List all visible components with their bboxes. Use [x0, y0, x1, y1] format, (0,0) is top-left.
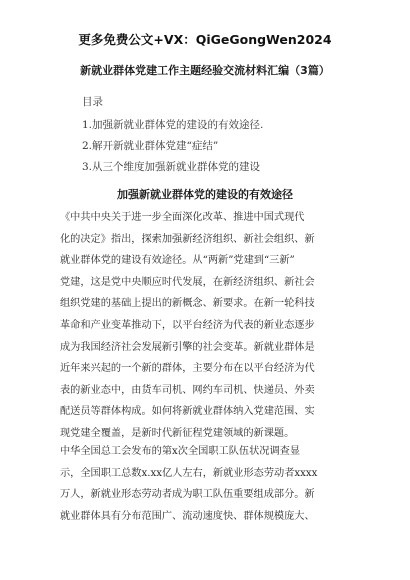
body-paragraph-1 [60, 207, 352, 445]
body-paragraph-2 [60, 441, 352, 527]
watermark-header: 更多免费公文+VX：QiGeGongWen2024 [78, 32, 332, 47]
paragraph-line: 就业群体具有分布范围广、流动速度快、群体规模庞大、 [60, 510, 315, 522]
paragraph-line: 配送员等群体构成。如何将新就业群体纳入党建范围、实 [60, 406, 315, 418]
paragraph-line: 表的新业态中，由货车司机、网约车司机、快递员、外卖 [60, 384, 315, 396]
toc-heading: 目录 [82, 96, 103, 108]
paragraph-line: 示，全国职工总数x.xx亿人左右，新就业形态劳动者xxxx [60, 467, 318, 479]
paragraph-line: 现党建全覆盖，是新时代新征程党建领域的新课题。 [60, 427, 295, 439]
toc-item-2[interactable]: 2.解开新就业群体党建“症结” [82, 140, 219, 152]
paragraph-line: 近年来兴起的一个新的群体，主要分布在以平台经济为代 [60, 363, 315, 375]
paragraph-line: 就业群体党的建设有效途径。从“两新”党建到“三新” [60, 255, 295, 267]
toc-item-1[interactable]: 1.加强新就业群体党的建设的有效途径. [82, 119, 264, 131]
paragraph-line: 组织党建的基础上提出的新概念、新要求。在新一轮科技 [60, 298, 315, 310]
paragraph-line: 党建，这是党中央顺应时代发展，在新经济组织、新社会 [60, 276, 315, 288]
section-title: 加强新就业群体党的建设的有效途径 [117, 188, 293, 201]
paragraph-line: 中华全国总工会发布的第x次全国职工队伍状况调查显 [60, 446, 301, 457]
paragraph-line: 万人，新就业形态劳动者成为职工队伍重要组成部分。新 [60, 489, 315, 501]
table-of-contents [82, 115, 263, 178]
paragraph-line: 《中共中央关于进一步全面深化改革、推进中国式现代 [60, 212, 305, 223]
toc-item-3[interactable]: 3.从三个维度加强新就业群体党的建设 [82, 161, 261, 173]
document-title: 新就业群体党建工作主题经验交流材料汇编（3篇） [80, 64, 330, 77]
paragraph-line: 革命和产业变革推动下，以平台经济为代表的新业态逐步 [60, 319, 315, 331]
paragraph-line: 成为我国经济社会发展新引擎的社会变革。新就业群体是 [60, 341, 315, 353]
paragraph-line: 化的决定》指出，探索加强新经济组织、新社会组织、新 [60, 233, 315, 245]
